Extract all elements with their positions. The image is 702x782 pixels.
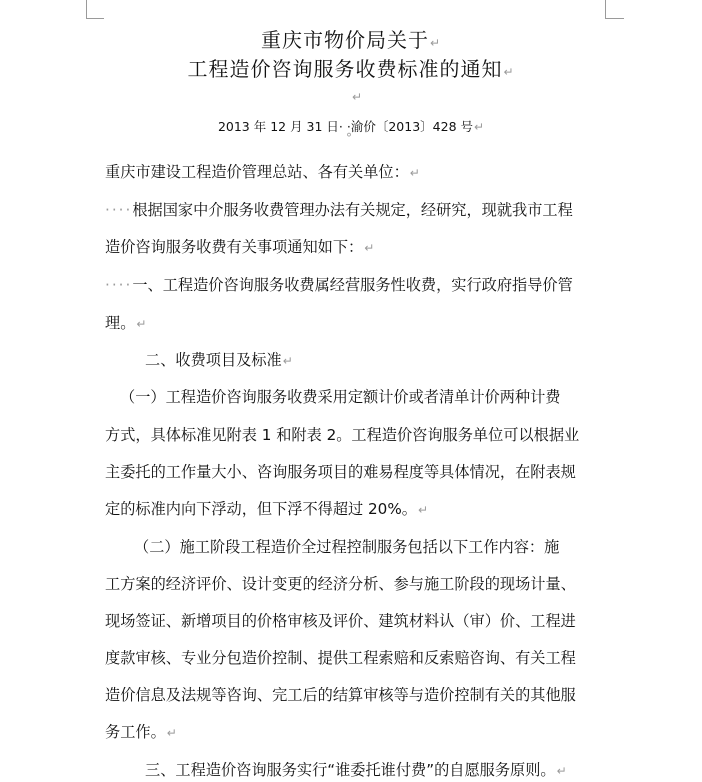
item2-2-line-5 (105, 684, 610, 705)
intro-line-2 (105, 236, 610, 257)
indent-dots: ···· (105, 201, 133, 219)
intro-text-1: 根据国家中介服务收费管理办法有关规定，经研究，现就我市工程 (132, 201, 573, 219)
item2-2-text-2: 工方案的经济评价、设计变更的经济分析、参与施工阶段的现场计量、 (105, 575, 576, 593)
item2-1-text-2: 方式，具体标准见附表 1 和附表 2。工程造价咨询服务单位可以根据业 (105, 426, 580, 444)
paragraph-mark: ↵ (474, 120, 485, 134)
title-text-2: 工程造价咨询服务收费标准的通知 (187, 57, 503, 81)
item2-2-text-5: 造价信息及法规等咨询、完工后的结算审核等与造价控制有关的其他服 (105, 686, 576, 704)
crop-mark-left-horizontal (86, 18, 104, 19)
item2-1-line-4 (105, 498, 610, 519)
item2-2-line-6 (105, 721, 610, 742)
title-text-1: 重庆市物价局关于 (260, 28, 429, 52)
item2-2-text-1: （二）施工阶段工程造价全过程控制服务包括以下工作内容：施 (134, 538, 560, 556)
item1-line-1 (105, 274, 610, 295)
item3-line (145, 759, 650, 780)
item2-heading (145, 349, 650, 370)
paragraph-mark: ↵ (136, 317, 147, 331)
indent-dots: ···· (105, 276, 133, 294)
item2-2-line-2 (105, 573, 610, 594)
intro-text-2: 造价咨询服务收费有关事项通知如下： (105, 238, 364, 256)
item2-1-line-2 (105, 424, 610, 445)
title-line-1 (0, 24, 702, 53)
item2-1-text-3: 主委托的工作量大小、咨询服务项目的难易程度等具体情况，在附表规 (105, 463, 576, 481)
intro-line-1 (105, 199, 610, 220)
item2-2-line-1 (134, 536, 639, 557)
item1-text-1: 一、工程造价咨询服务收费属经营服务性收费，实行政府指导价管 (132, 276, 573, 294)
crop-mark-right-horizontal (605, 18, 624, 19)
paragraph-mark: ↵ (352, 90, 363, 104)
crop-mark-left-vertical (86, 0, 87, 19)
paragraph-mark: ↵ (166, 726, 177, 740)
item2-heading-text: 二、收费项目及标准 (145, 351, 282, 369)
item1-text-2: 理。 (105, 314, 136, 332)
item1-line-2 (105, 312, 610, 333)
paragraph-mark: ↵ (409, 166, 420, 180)
item2-1-text-4: 定的标准内向下浮动，但下浮不得超过 20%。 (105, 500, 417, 518)
date-reference-text: 2013 年 12 月 31 日· ·渝价〔2013〕428 号 (217, 119, 473, 134)
item2-2-line-3 (105, 610, 610, 631)
item2-2-text-6: 务工作。 (105, 723, 166, 741)
item2-2-text-4: 度款审核、专业分包造价控制、提供工程索赔和反索赔咨询、有关工程 (105, 649, 576, 667)
paragraph-mark: ↵ (503, 65, 515, 79)
item2-1-line-3 (105, 461, 610, 482)
item2-2-text-3: 现场签证、新增项目的价格审核及评价、建筑材料认（审）价、工程进 (105, 612, 576, 630)
small-circle-mark: ° (346, 131, 352, 145)
paragraph-mark: ↵ (429, 36, 442, 50)
salutation (105, 161, 610, 182)
item2-2-line-4 (105, 647, 610, 668)
paragraph-mark: ↵ (417, 503, 429, 517)
salutation-text: 重庆市建设工程造价管理总站、各有关单位： (105, 163, 409, 181)
title-line-2 (0, 53, 702, 82)
paragraph-mark: ↵ (364, 241, 375, 255)
crop-mark-right-vertical (605, 0, 606, 19)
paragraph-mark: ↵ (282, 354, 293, 368)
item2-1-line-1 (120, 386, 625, 407)
item2-1-text-1: （一）工程造价咨询服务收费采用定额计价或者清单计价两种计费 (120, 388, 561, 406)
item3-text: 三、工程造价咨询服务实行“谁委托谁付费”的自愿服务原则。 (145, 761, 556, 779)
paragraph-mark: ↵ (556, 764, 567, 778)
